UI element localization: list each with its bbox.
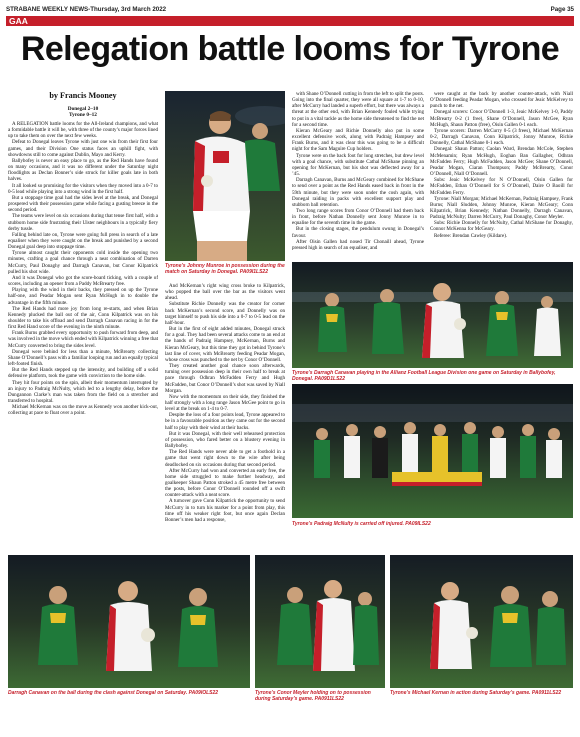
col1-paragraph: Tyrone almost caught their opponents cold inside the opening two minutes, crafting a goal chance through a neat combination of Darren McCurry, Paul Donaghy and Darragh Canavan, but Conor Kilpatrick pulled his shot wide.: [8, 250, 158, 275]
page-number: Page 35: [550, 6, 574, 13]
caption-photo-johnny-munroe: Tyrone’s Johnny Munroe in possession during the match on Saturday in Donegal. PA09I1LS22: [165, 263, 285, 275]
caption-photo-michael-kernan: Tyrone’s Michael Kernan in action during Saturday’s game. PA0911LS22: [390, 690, 562, 696]
photo-darragh-canavan-on-ball: [8, 555, 250, 688]
photo-padraig-mcnulty-injured: [292, 384, 573, 518]
section-label: GAA: [9, 16, 28, 26]
col2-paragraph: But in the first of eight added minutes, Donegal struck for a goal. They had been several attacks come to an end at the hands of Padraig Hampsey, McKernan, Burns and Kieran McGeary, but this time they got in behind Tyrone’s last line of cover, with McBrearty feeding Peadar Mogan, whose cross was punched to the net by Conor O’Donnell.: [165, 326, 285, 363]
col1-paragraph: They hit four points on the spin, albeit their momentum interrupted by an injury to Padraig McNulty, which led to a lengthy delay, before the Dungannon Clarke’s man was taken from the field on a stretcher and transferred to hospital.: [8, 379, 158, 405]
caption-photo-padraig-mcnulty-injured: Tyrone’s Padraig McNulty is carried off injured. PA09ILS22: [292, 521, 431, 527]
col4-paragraph: were caught at the back by another counter-attack, with Niall O’Donnell feeding Peadar Mogan, who crossed for Jeaic McKelvey to punch to the net.: [430, 91, 573, 110]
col2-paragraph: A turnover gave Conn Kilpatrick the opportunity to send McCurry in to turn his marker for a point from play, this time off his weaker right foot, but once again Declan Bonner’s men had a response,: [165, 498, 285, 523]
caption-photo-darragh-canavan-on-ball: Darragh Canavan on the ball during the clash against Donegal on Saturday. PA09IOLS22: [8, 690, 219, 696]
photo-michael-kernan: [390, 555, 573, 688]
score-home: Donegal 2–10: [67, 106, 99, 112]
byline: by Francis Mooney: [49, 91, 117, 100]
publication-date: STRABANE WEEKLY NEWS-Thursday, 3rd March 2022: [6, 6, 167, 13]
match-score: [8, 106, 158, 118]
col2-paragraph: Substitute Richie Donnelly was the creator for corner back McKernan’s second score, and Donnelly was on target himself to push his side into a 0-7 to 0-5 lead on the half-hour.: [165, 301, 285, 326]
photo-darragh-canavan-wide-image: [292, 262, 573, 368]
col2-paragraph: They created another goal chance soon afterwards, turning over possession deep in their own half to break at pace through Odhran McFadden Ferry and Hugh McFadden, but Conor O’Donnell’s shot was saved by Niall Morgan.: [165, 363, 285, 394]
col4-paragraph: Tyrone: Niall Morgan; Michael McKernan, Padraig Hampsey, Frank Burns; Niall Sludden, Johnny Munroe, Kieran McGeary; Conn Kilpatrick, Brian Kennedy; Nathan Donnelly, Darragh Canavan, Padraig McNulty; Darren McCurry, Paul Donaghy, Conor Meyler.: [430, 195, 573, 221]
col1-paragraph: Defeat to Donegal leaves Tyrone with just one win from their first four games, and their Division One status faces an uphill fight, with showdowns still to come against Dublin, Mayo and Kerry.: [8, 139, 158, 158]
col1-paragraph: Frank Burns grabbed every opportunity to push forward from deep, and was involved in the move which ended with Kilpatrick winning a free that McCurry converted to bring the sides level.: [8, 330, 158, 349]
col4-paragraph: Referee: Brendan Cawley (Kildare).: [434, 232, 508, 239]
col1-paragraph: Ballybofey is never an easy place to go, as the Red Hands have found on many occasions, and it was no different under the Saturday night floodlights as Declan Bonner’s side struck for killer goals late in both halves.: [8, 157, 158, 183]
col3-paragraph: Two long range scores from Conor O’Donnell had them back in front, before Nathan Donnelly sent Jonny Munroe in to equalise for the seventh time in the game.: [292, 207, 424, 227]
col2-paragraph: And McKernan’s right wing cross broke to Kilpatrick, who popped the ball over the bar as the visitors went ahead.: [165, 283, 285, 302]
col1-paragraph: And it was Donegal who got the score-board ticking, with a couple of scores, including an opener from a Paddy McBrearty free.: [8, 274, 158, 288]
col1-paragraph: Playing with the wind in their backs, they pressed on up the Tyrone half-one, and Peadar Mogan sent Ryan McHugh in to double the advantage in the fifth minute.: [8, 287, 158, 306]
article-column-1: [8, 121, 158, 551]
photo-conor-meyler-image: [255, 555, 385, 688]
photo-michael-kernan-image: [390, 555, 573, 688]
col4-paragraph: Tyrone scorers: Darren McCurry 0-5 (3 frees), Michael McKernan 0-2, Darragh Canavan, Conn Kilpatrick, Jonny Munroe, Richie Donnelly, Cathal McShane 0-1 each.: [430, 127, 573, 147]
col1-paragraph: A RELEGATION battle looms for the All-Ireland champions, and what a formidable battle it will be, with three of the county’s major forces lined up to take them on over the next few weeks.: [8, 121, 158, 140]
caption-photo-darragh-canavan-wide: Tyrone’s Darragh Canavan playing in the Allianz Football League Division one game on Saturday in Ballybofey, Donegal. PA09D1LS22: [292, 370, 556, 382]
col3-paragraph: But in the closing stages, the pendulum swung in Donegal’s favour.: [292, 226, 424, 239]
col4-paragraph: Donegal scorers: Conor O’Donnell 1-3, Jeaic McKelvey 1-0, Paddy McBrearty 0-2 (1 free), Shane O’Donnell, Jason McGee, Ryan McHugh, Shaun Patton (free), Oisin Gallen 0-1 each.: [430, 109, 573, 128]
col1-paragraph: But the Red Hands stepped up the intensity, and building off a solid defensive platform, took the game with conviction to the home side.: [8, 367, 158, 380]
col2-paragraph: Despite the loss of a four points lead, Tyrone appeared to be in a favourable position as they came out for the second half to play with their wind at their backs.: [165, 412, 285, 431]
col2-paragraph: The Red Hands were never able to get a foothold in a game that went right down to the wire after being deadlocked on six occasions during that second period.: [165, 449, 285, 468]
col1-paragraph: The teams were level on six occasions during that tense first half, with a stubborn home side frustrating their Ulster neighbours in a typically fiery derby tussle.: [8, 213, 158, 232]
col1-paragraph: It all looked so promising for the visitors when they moved into a 0-7 to 0-5 lead while playing into a strong wind in the first half.: [8, 182, 158, 195]
article-column-2: [165, 283, 285, 551]
col2-paragraph: Now with the momentum on their side, they finished the half strongly with a long range Jason McGee point to go in level at the break on 1-4 to 0-7.: [165, 393, 285, 413]
col3-paragraph: Tyrone were on the back foot for long stretches, but drew level with a goal chance, with substitute Cathal McShane pinning an opening for McKernan, but his shot was deflected away for a ’45.: [292, 152, 424, 178]
col3-paragraph: with Shane O’Donnell cutting in from the left to split the posts. Going into the final quarter, they were all square at 1-7 to 0-10, after McCurry had landed a superb effort, but there was always a threat at the other end, with Brian Kennedy fouled while trying to put in a vital tackle as the home side threatened to find the net for a second time.: [292, 91, 424, 128]
photo-padraig-mcnulty-injured-image: [292, 384, 573, 518]
col3-paragraph: Darragh Canavan, Burns and McGeary combined for McShane to send over a point as the Red Hands eased back in front in the 59th minute, but they were soon under the cosh again, with Donegal raiding in packs with excellent support play and stubborn ball retention.: [292, 177, 424, 208]
col1-paragraph: But a stoppage time goal had the sides level at the break, and Donegal prospered with their possession game while facing a gusting breeze in the second period.: [8, 194, 158, 214]
col4-paragraph: Subs: Jeaic McKelvey for N O’Donnell, Oisin Gallen for McFadden, Ethan O’Donnell for S O’Donnell, Daire O Baoill for McFadden Ferry.: [430, 177, 573, 196]
col1-paragraph: Falling behind late on, Tyrone were going full press in search of a late equaliser when they were caught on the break and punished by a second Donegal goal deep into stoppage time.: [8, 231, 158, 251]
headline: Relegation battle looms for Tyrone: [20, 30, 560, 68]
col1-paragraph: Donegal were behind for less than a minute, McBrearty collecting Shane O’Donnell’s pass with a familiar looping run and an equally typical left-footed finish.: [8, 348, 158, 368]
col4-paragraph: Donegal: Shaun Patton; Caolan Ward, Brendan McCole, Stephen McMenamin; Ryan McHugh, Eoghan Ban Gallagher, Odhran McFadden Ferry; Hugh McFadden, Jason McGee; Shane O’Donnell, Peadar Mogan, Ciaran Thompson; Paddy McBrearty, Conor O’Donnell, Niall O’Donnell.: [430, 146, 573, 178]
col2-paragraph: After McCurry had won and converted an early free, the home side struggled to make further headway, and goalkeeper Shaun Patton stroked a 45 metre free between the posts, before Conor O’Donnell rounded off a swift counter-attack with a neat score.: [165, 467, 285, 499]
section-bar: [6, 16, 574, 26]
photo-johnny-munroe: [165, 91, 285, 261]
col2-paragraph: But it was Donegal, with their well rehearsed protection of possession, who fared better on a blustery evening in Ballybofey.: [165, 430, 285, 450]
masthead: [6, 5, 574, 15]
photo-darragh-canavan-wide: [292, 262, 573, 368]
col1-paragraph: The Red Hands had more joy from long re-starts, and when Brian Kennedy plucked the ball out of the air, Conn Kilpatrick was on his shoulder to take his offload and send Darragh Canavan racing in for the first Red Hand score of the evening in the ninth minute.: [8, 305, 158, 331]
photo-johnny-munroe-image: [165, 91, 285, 261]
score-away: Tyrone 0–12: [69, 112, 97, 119]
col3-paragraph: After Oisin Gallen had nosed Tir Chonaill ahead, Tyrone pressed high in search of an equaliser, and: [292, 238, 424, 251]
photo-darragh-canavan-on-ball-image: [8, 555, 250, 688]
col4-paragraph: Subs: Richie Donnelly for McNulty, Cathal McShane for Donaghy, Connor McKenna for McGeary.: [430, 220, 573, 233]
col3-paragraph: Kieran McGeary and Richie Donnelly also put in some excellent defensive work, along with Padraig Hampsey and Frank Burns, and it was clear this was going to be a difficult night for the Sam Maguire Cup holders.: [292, 127, 424, 153]
col1-paragraph: Michael McKernan was on the move as Kennedy won another kick-out, collecting at pace to float over a point.: [8, 404, 158, 417]
caption-photo-conor-meyler: Tyrone’s Conor Meyler holding on to possession during Saturday’s game. PA0911LS22: [255, 690, 371, 702]
photo-conor-meyler: [255, 555, 385, 688]
